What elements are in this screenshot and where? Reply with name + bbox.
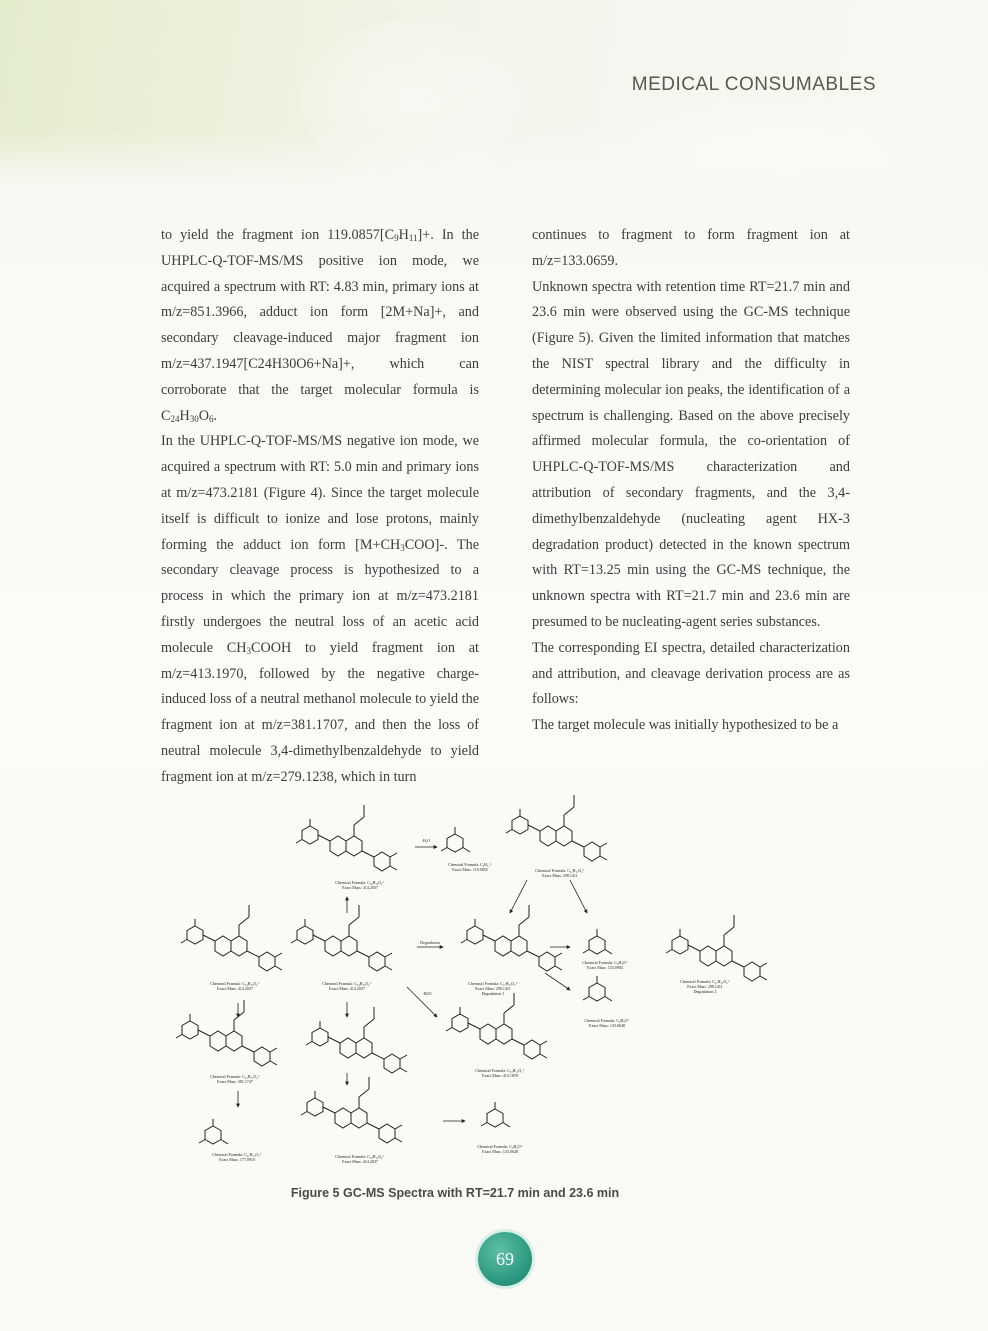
figure-label: Exact Mass: 298.1411: [475, 986, 511, 991]
figure-label: Chemical Formula: C₁₁H₁₃O₂⁺: [212, 1152, 262, 1157]
figure-label: Chemical Formula: C₉H₁₁⁺: [448, 862, 492, 867]
figure-label: Exact Mass: 381.1747: [217, 1079, 253, 1084]
molecule: [583, 929, 612, 954]
molecule: [296, 805, 397, 871]
figure-label: -H₂O: [421, 838, 431, 843]
figure-label: Chemical Formula: C₉H₉O⁺: [582, 960, 628, 965]
molecule: [481, 1102, 510, 1127]
figure-label: Degradation 1: [481, 991, 505, 996]
paragraph: continues to fragment to form fragment ion at m/z=133.0659.: [532, 227, 850, 269]
right-column: [532, 223, 850, 739]
molecule: [301, 1077, 402, 1143]
header-decoration: [300, 20, 520, 180]
figure-label: Chemical Formula: C₁₅H₂₂O₆⁺: [535, 868, 585, 873]
figure-label: Exact Mass: 133.0984: [587, 965, 623, 970]
molecule: [666, 915, 767, 981]
figure-label: Exact Mass: 119.0855: [452, 867, 488, 872]
paragraph: Unknown spectra with retention time RT=21.7 min and 23.6 min were observed using the GC-MS technique (Figure 5). Given the limited information that matches the NIST spectral library and the difficulty in determining molecular ion peaks, the identification of a spectrum is challenging. Based on the above precisely affirmed molecular formula, the co-orientation of UHPLC-Q-TOF-MS/MS characterization and attribution of secondary fragments, and the 3,4-dimethylbenzaldehyde (nucleating agent HX-3 degradation product) detected in the known spectrum with RT=13.25 min using the GC-MS technique, the unknown spectra with RT=21.7 min and 23.6 min are presumed to be nucleating-agent series substances.: [532, 278, 850, 630]
fragmentation-diagram: [175, 795, 770, 1175]
paragraph: In the UHPLC-Q-TOF-MS/MS negative ion mode, we acquired a spectrum with RT: 5.0 min and primary ions at m/z=473.2181 (Figure 4). Since the target molecule itself is difficult to ionize and lose protons, mainly forming the adduct ion form $[M+CH_3COO]-$. The secondary cleavage process is hypothesized to a process in which the primary ion at m/z=473.2181 firstly undergoes the neutral loss of an acetic acid molecule $CH_3COOH$ to yield fragment ion at m/z=413.1970, followed by the negative charge-induced loss of a neutral methanol molecule to yield the fragment ion at m/z=381.1707, and then the loss of neutral molecule 3,4-dimethylbenzaldehyde to yield fragment ion at m/z=279.1238, which in turn: [161, 433, 479, 785]
figure-label: Chemical Formula: C₂₄H₃₀O₆⁺: [335, 1154, 385, 1159]
section-title: MEDICAL CONSUMABLES: [631, 74, 876, 95]
figure-label: Chemical Formula: C₂₄H₃₀O₆⁺: [322, 981, 372, 986]
figure-label: Chemical Formula: C₁₅H₂₂O₆⁺: [680, 979, 730, 984]
figure-label: Degradation 2: [693, 989, 717, 994]
figure-label: Exact Mass: 414.2037: [342, 1159, 378, 1164]
figure-label: Chemical Formula: C₉H₉O⁺: [477, 1144, 523, 1149]
figure-label: Exact Mass: 414.2037: [217, 986, 253, 991]
left-column: [161, 223, 479, 791]
paragraph: The corresponding EI spectra, detailed characterization and attribution, and cleavage derivation process are as follows:: [532, 639, 850, 708]
figure-label: Exact Mass: 413.1859: [482, 1073, 518, 1078]
figure-label: Chemical Formula: C₉H₉O⁺: [584, 1018, 630, 1023]
figure-label: -H2O: [422, 991, 432, 996]
figure-label: Exact Mass: 133.0648: [482, 1149, 518, 1154]
molecule: [583, 976, 612, 1001]
figure-label: Exact Mass: 177.0910: [219, 1157, 255, 1162]
molecule: [306, 1007, 407, 1073]
molecule: [441, 827, 470, 852]
figure-caption: Figure 5 GC-MS Spectra with RT=21.7 min and 23.6 min: [290, 1186, 620, 1200]
molecule: [461, 905, 562, 971]
molecule: [506, 795, 607, 861]
figure-label: Exact Mass: 133.0648: [589, 1023, 625, 1028]
figure-label: Chemical Formula: C₂₃H₂₇O₄⁺: [210, 1074, 260, 1079]
figure-label: Chemical Formula: C₁₅H₂₂O₆⁺: [468, 981, 518, 986]
figure-label: Exact Mass: 414.2037: [342, 885, 378, 890]
molecule: [199, 1119, 228, 1144]
molecule: [181, 905, 282, 971]
figure-label: Exact Mass: 298.1411: [542, 873, 578, 878]
figure-label: Degradation: [420, 940, 440, 945]
molecule: [291, 905, 392, 971]
paragraph: The target molecule was initially hypothesized to be a: [532, 717, 839, 734]
figure-label: Chemical Formula: C₂₄H₃₀O₆⁺: [210, 981, 260, 986]
figure-label: Chemical Formula: C₂₄H₃₀O₆⁺: [335, 880, 385, 885]
molecule: [446, 993, 547, 1059]
page-number: 69: [478, 1232, 532, 1286]
figure-label: Exact Mass: 298.1411: [687, 984, 723, 989]
figure-label: Chemical Formula: C₂₃H₂₇O₅⁺: [475, 1068, 525, 1073]
molecule: [176, 1000, 277, 1066]
paragraph: to yield the fragment ion $119.0857[C_9H_{11}]+$. In the UHPLC-Q-TOF-MS/MS positive ion mode, we acquired a spectrum with RT: 4.83 min, primary ions at m/z=851.3966, adduct ion form [2M+Na]+, and secondary cleavage-induced major fragment ion m/z=437.1947[C24H30O6+Na]+, which can corroborate that the target molecular formula is $C_{24}H_{30}O_6$.: [161, 227, 479, 424]
figure-label: Exact Mass: 414.2037: [329, 986, 365, 991]
